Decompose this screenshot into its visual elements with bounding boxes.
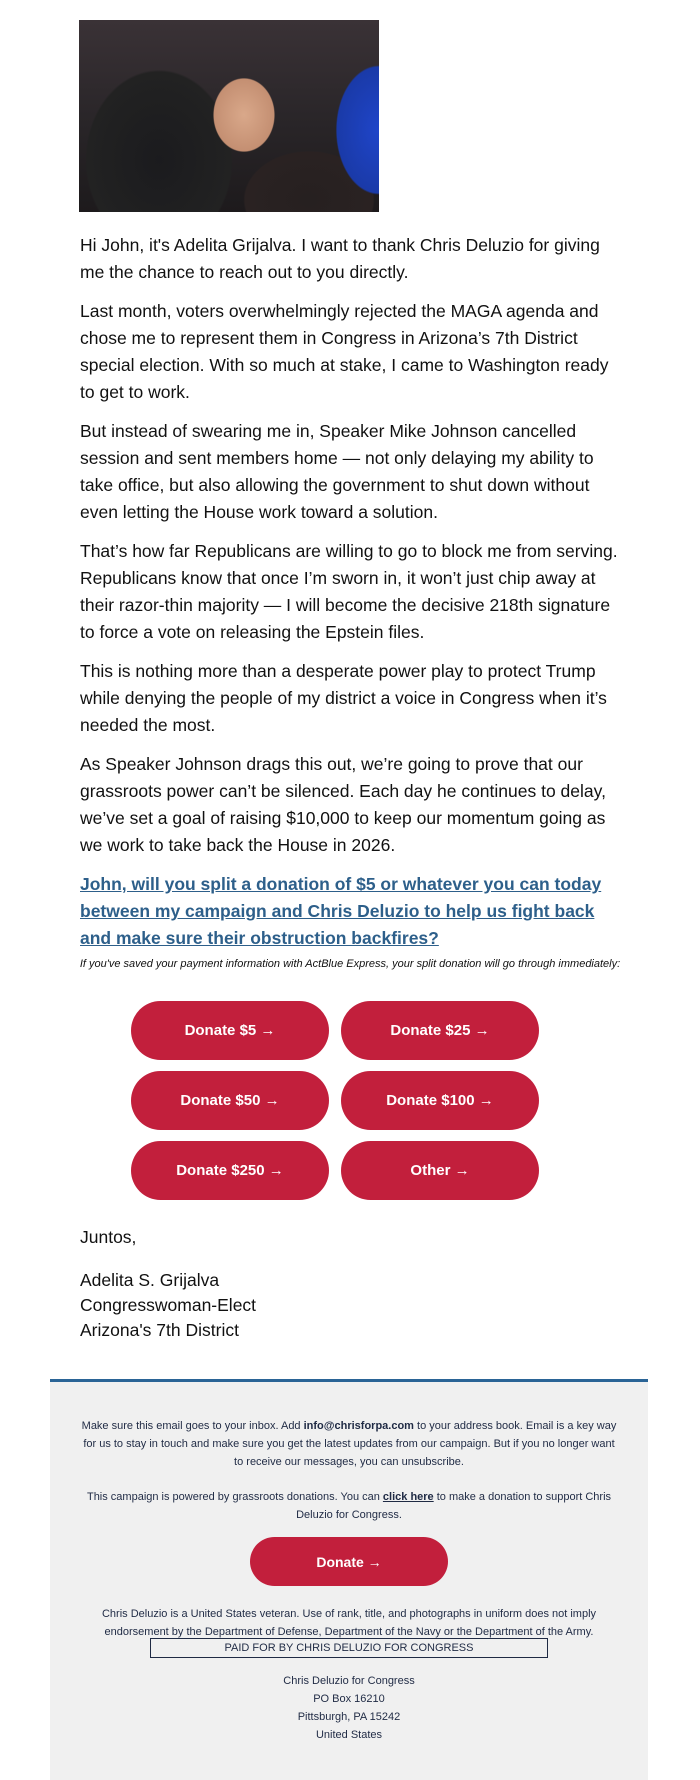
signer-title: Congresswoman-Elect [80, 1295, 257, 1315]
footer [50, 1379, 648, 1780]
donation-ask-link[interactable]: John, will you split a donation of $5 or whatever you can today between my campaign and Chris Deluzio to help us fight back and make sure their obstruction backfires? [80, 874, 602, 948]
signature-block [80, 1225, 256, 1343]
signer-district: Arizona's 7th District [80, 1320, 239, 1340]
donate-50-button[interactable]: Donate $50 → [131, 1071, 329, 1130]
donate-25-button[interactable]: Donate $25 → [341, 1001, 539, 1060]
sender-email: info@chrisforpa.com [303, 1420, 414, 1432]
paragraph: But instead of swearing me in, Speaker Mike Johnson cancelled session and sent members home — not only delaying my ability to take office, but also allowing the government to shut down without even letting the House work toward a solution. [80, 421, 594, 522]
grassroots-text-rest: to make a donation to support Chris Deluzio for Congress. [296, 1491, 612, 1521]
address-line: Pittsburgh, PA 15242 [297, 1711, 401, 1723]
address-line: Chris Deluzio for Congress [283, 1675, 415, 1687]
donate-other-button[interactable]: Other → [341, 1141, 539, 1200]
paragraph: This is nothing more than a desperate power play to protect Trump while denying the people of my district a voice in Congress when it’s needed the most. [80, 661, 607, 735]
veteran-disclaimer: Chris Deluzio is a United States veteran. Use of rank, title, and photographs in uniform does not imply endorsement by the Department of Defense, Department of the Navy or the Department of the Army. [101, 1608, 597, 1638]
mailing-address [50, 1672, 648, 1744]
inbox-text-rest: to your address book. Email is a key way for us to stay in touch and make sure you get the latest updates from our campaign. But if you no longer want to receive our messages, you can unsubscribe. [83, 1420, 617, 1468]
closing: Juntos, [80, 1227, 137, 1247]
click-here-link[interactable]: click here [382, 1491, 434, 1503]
footer-donate-button[interactable]: Donate → [250, 1537, 448, 1586]
signer-name: Adelita S. Grijalva [80, 1270, 220, 1290]
inbox-text: Make sure this email goes to your inbox. Add [81, 1420, 304, 1432]
donate-5-button[interactable]: Donate $5 → [131, 1001, 329, 1060]
paragraph: Hi John, it's Adelita Grijalva. I want to thank Chris Deluzio for giving me the chance to reach out to you directly. [80, 235, 600, 282]
paragraph: Last month, voters overwhelmingly rejected the MAGA agenda and chose me to represent them in Congress in Arizona’s 7th District special election. With so much at stake, I came to Washington ready to get to work. [80, 301, 609, 402]
letter-body [80, 232, 625, 952]
hero-photo [79, 20, 379, 212]
donate-100-button[interactable]: Donate $100 → [341, 1071, 539, 1130]
address-line: PO Box 16210 [313, 1693, 385, 1705]
actblue-express-note: If you've saved your payment information with ActBlue Express, your split donation will go through immediately: [79, 958, 621, 970]
paragraph: That’s how far Republicans are willing to go to block me from serving. Republicans know that once I’m sworn in, it won’t just chip away at their razor-thin majority — I will become the decisive 218th signature to force a vote on releasing the Epstein files. [80, 541, 618, 642]
grassroots-notice [80, 1488, 618, 1524]
grassroots-text: This campaign is powered by grassroots donations. You can [86, 1491, 383, 1503]
paid-for-box: PAID FOR BY CHRIS DELUZIO FOR CONGRESS [150, 1638, 548, 1658]
donate-250-button[interactable]: Donate $250 → [131, 1141, 329, 1200]
inbox-notice [80, 1417, 618, 1471]
address-line: United States [315, 1729, 383, 1741]
paragraph: As Speaker Johnson drags this out, we’re going to prove that our grassroots power can’t be silenced. Each day he continues to delay, we’ve set a goal of raising $10,000 to keep our momentum going as we work to take back the House in 2026. [80, 754, 606, 855]
